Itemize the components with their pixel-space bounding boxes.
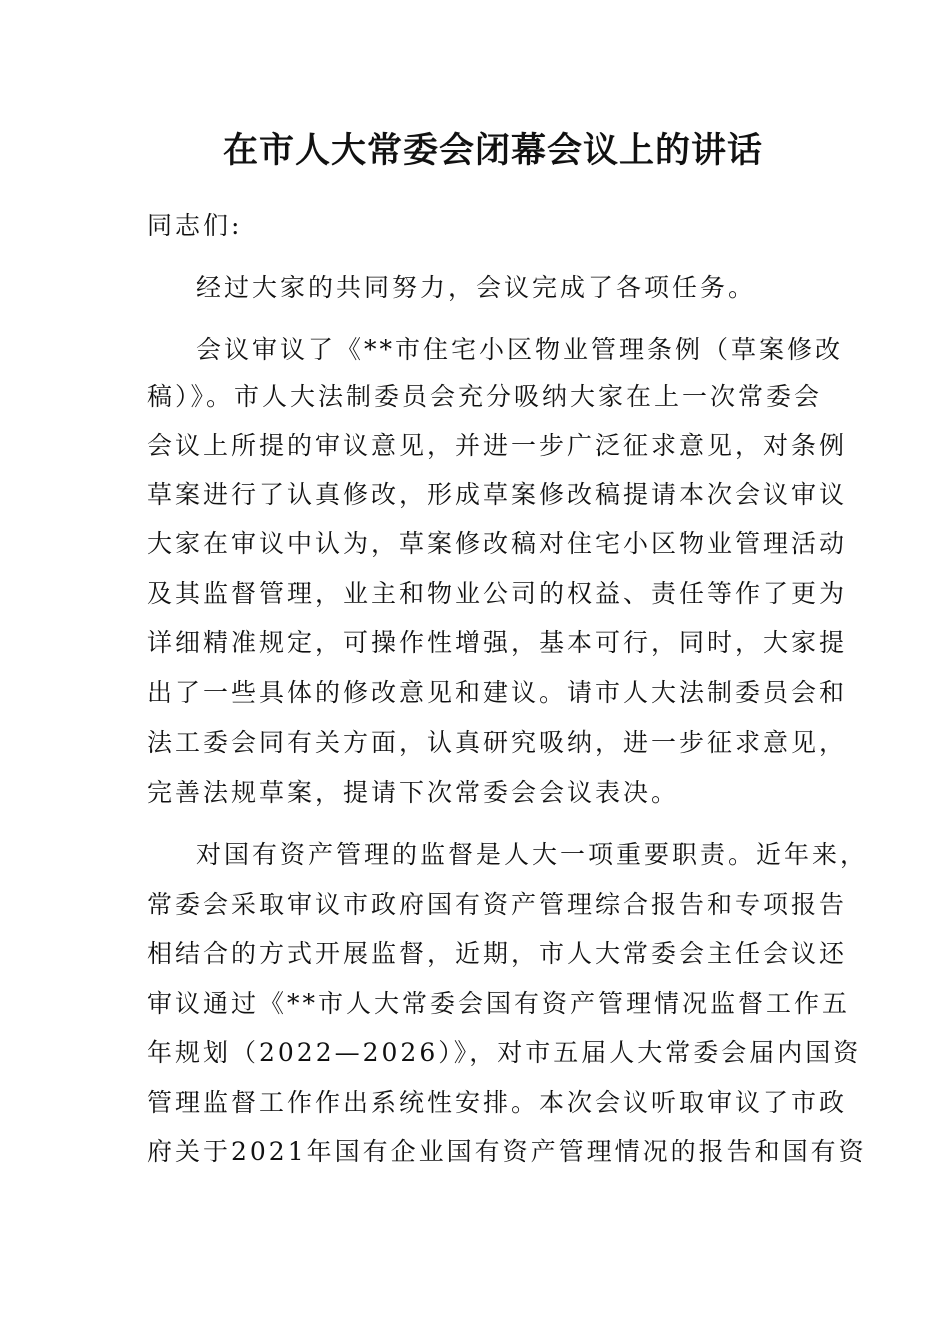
paragraph-line: 详细精准规定，可操作性增强，基本可行，同时，大家提 [147,628,848,657]
paragraph-line: 管理监督工作作出系统性安排。本次会议听取审议了市政 [147,1088,848,1117]
paragraph-line: 草案进行了认真修改，形成草案修改稿提请本次会议审议 [147,480,848,509]
document-title: 在市人大常委会闭幕会议上的讲话 [222,130,763,171]
paragraph-line: 审议通过《**市人大常委会国有资产管理情况监督工作五 [147,989,851,1018]
paragraph-line: 稿）》。市人大法制委员会充分吸纳大家在上一次常委会 [147,382,823,411]
paragraph-line: 大家在审议中认为，草案修改稿对住宅小区物业管理活动 [147,529,848,558]
paragraph-line: 常委会采取审议市政府国有资产管理综合报告和专项报告 [147,890,848,919]
paragraph-line: 对国有资产管理的监督是人大一项重要职责。近年来， [196,840,869,869]
paragraph-line: 府关于2021年国有企业国有资产管理情况的报告和国有资 [147,1137,867,1166]
paragraph-line: 年规划（2022—2026）》，对市五届人大常委会届内国资 [147,1038,862,1067]
paragraph-line: 会议审议了《**市住宅小区物业管理条例（草案修改 [196,335,844,364]
paragraph-line: 经过大家的共同努力，会议完成了各项任务。 [196,273,757,302]
paragraph-line: 完善法规草案，提请下次常委会会议表决。 [147,778,680,807]
paragraph-line: 出了一些具体的修改意见和建议。请市人大法制委员会和 [147,678,848,707]
paragraph-line: 会议上所提的审议意见，并进一步广泛征求意见，对条例 [147,431,848,460]
salutation: 同志们: [147,211,243,240]
paragraph-line: 及其监督管理，业主和物业公司的权益、责任等作了更为 [147,579,848,608]
paragraph-line: 相结合的方式开展监督，近期，市人大常委会主任会议还 [147,939,848,968]
paragraph-line: 法工委会同有关方面，认真研究吸纳，进一步征求意见， [147,728,848,757]
